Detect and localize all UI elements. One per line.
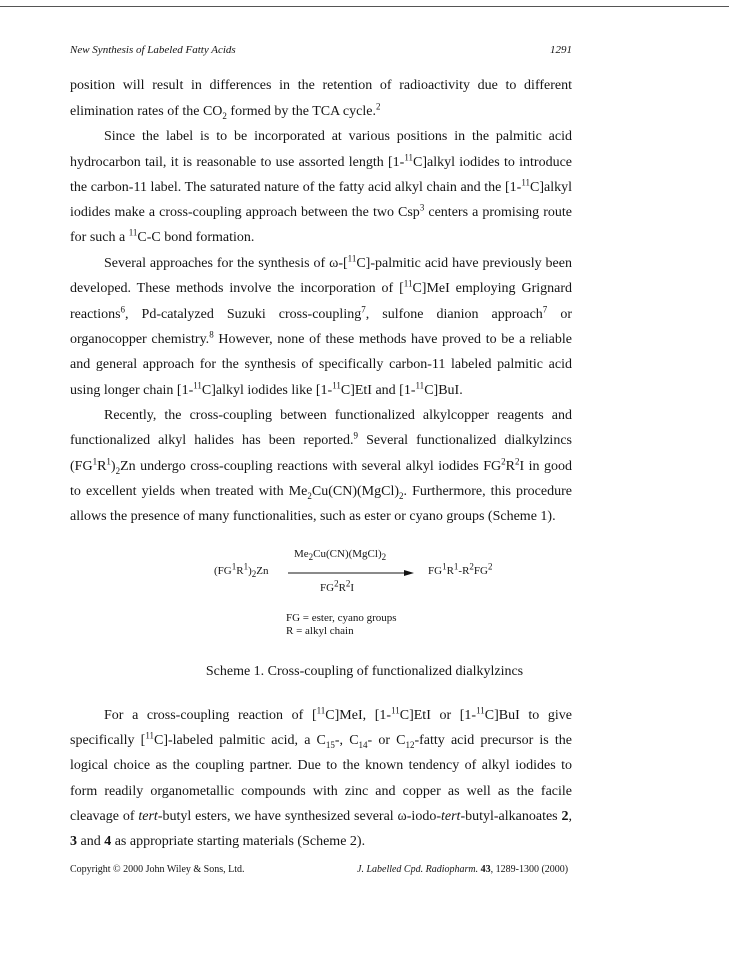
scheme-reagent: $Me_2Cu(CN)(MgCl)_2$ — [294, 548, 387, 563]
scheme-product: $FG^1R^1-R^2FG^2$ — [428, 561, 493, 577]
page-number: 1291 — [550, 44, 572, 56]
para4-line4: to excellent yields when treated with $Me_2Cu(CN)(MgCl)_2$. Furthermore, this procedure — [70, 484, 572, 501]
para5-line5: cleavage of tert-butyl esters, we have synthesized several ω-iodo-tert-butyl-alkanoates 2, — [70, 809, 572, 824]
para4-line1: Recently, the cross-coupling between functionalized alkylcopper reagents and — [104, 408, 572, 423]
para2-line2: hydrocarbon tail, it is reasonable to use assorted length [1-$^{11}$C]alkyl iodides to introduce — [70, 152, 572, 170]
scheme-partner: $FG^2R^2I$ — [320, 578, 355, 594]
para3-line5: and general approach for the synthesis of specifically carbon-11 labeled palmitic acid — [70, 357, 572, 372]
running-head-title: New Synthesis of Labeled Fatty Acids — [70, 44, 236, 56]
para4-line5: allows the presence of many functionalities, such as ester or cyano groups (Scheme 1). — [70, 509, 556, 524]
para3-line2: developed. These methods involve the incorporation of [$^{11}$C]MeI employing Grignard — [70, 278, 572, 296]
para1-line1: position will result in differences in the retention of radioactivity due to different — [70, 78, 572, 93]
para5-line6: 3 and 4 as appropriate starting materials (Scheme 2). — [70, 834, 366, 849]
para3-line4: organocopper chemistry.$^8$ However, none of these methods have proved to be a reliable — [70, 329, 572, 347]
para3-line1: Several approaches for the synthesis of ω-[$^{11}$C]-palmitic acid have previously been — [104, 253, 572, 271]
para1-line2: elimination rates of the $CO_2$ formed by the TCA cycle.$^2$ — [70, 101, 381, 121]
para2-line5: for such a $^{11}$C-C bond formation. — [70, 227, 255, 245]
para3-line6: using longer chain [1-$^{11}$C]alkyl iodides like [1-$^{11}$C]EtI and [1-$^{11}$C]BuI. — [70, 380, 463, 398]
para2-line3: the carbon-11 label. The saturated nature of the fatty acid alkyl chain and the [1-$^{11}$C]alkyl — [70, 177, 572, 195]
footer-copyright: Copyright © 2000 John Wiley & Sons, Ltd. — [70, 864, 245, 875]
footer-citation: J. Labelled Cpd. Radiopharm. 43, 1289-1300 (2000) — [357, 864, 569, 875]
para4-line2: functionalized alkyl halides has been reported.$^9$ Several functionalized dialkylzincs — [70, 430, 572, 448]
para5-line2: specifically [$^{11}$C]-labeled palmitic acid, a $C_{15}-$, $C_{14}-$ or $C_{12}$-fatty acid precursor is the — [70, 730, 572, 750]
scheme-reactant: $(FG^1R^1)_2Zn$ — [214, 561, 269, 580]
para5-line1: For a cross-coupling reaction of [$^{11}$C]MeI, [1-$^{11}$C]EtI or [1-$^{11}$C]BuI to give — [104, 705, 573, 723]
para5-line3: logical choice as the coupling partner. Due to the known tendency of alkyl iodides to — [70, 758, 572, 773]
scheme-caption: Scheme 1. Cross-coupling of functionalized dialkylzincs — [205, 664, 524, 679]
reaction-arrow — [288, 568, 414, 578]
para5-line4: form readily organometallic compounds with zinc and copper as well as the facile — [70, 784, 572, 799]
para2-line4: iodides make a cross-coupling approach between the two Csp$^3$ centers a promising route — [70, 202, 572, 220]
scheme-legend-r: R = alkyl chain — [286, 625, 354, 637]
scheme-legend-fg: FG = ester, cyano groups — [286, 612, 397, 624]
para3-line3: reactions$^6$, Pd-catalyzed Suzuki cross-coupling$^7$, sulfone dianion approach$^7$ or — [70, 304, 572, 322]
para4-line3: $(FG^1R^1)_2Zn$ undergo cross-coupling reactions with several alkyl iodides $FG^2R^2I$ in good — [70, 456, 572, 476]
para2-line1: Since the label is to be incorporated at various positions in the palmitic acid — [104, 129, 572, 144]
top-rule — [0, 6, 729, 7]
